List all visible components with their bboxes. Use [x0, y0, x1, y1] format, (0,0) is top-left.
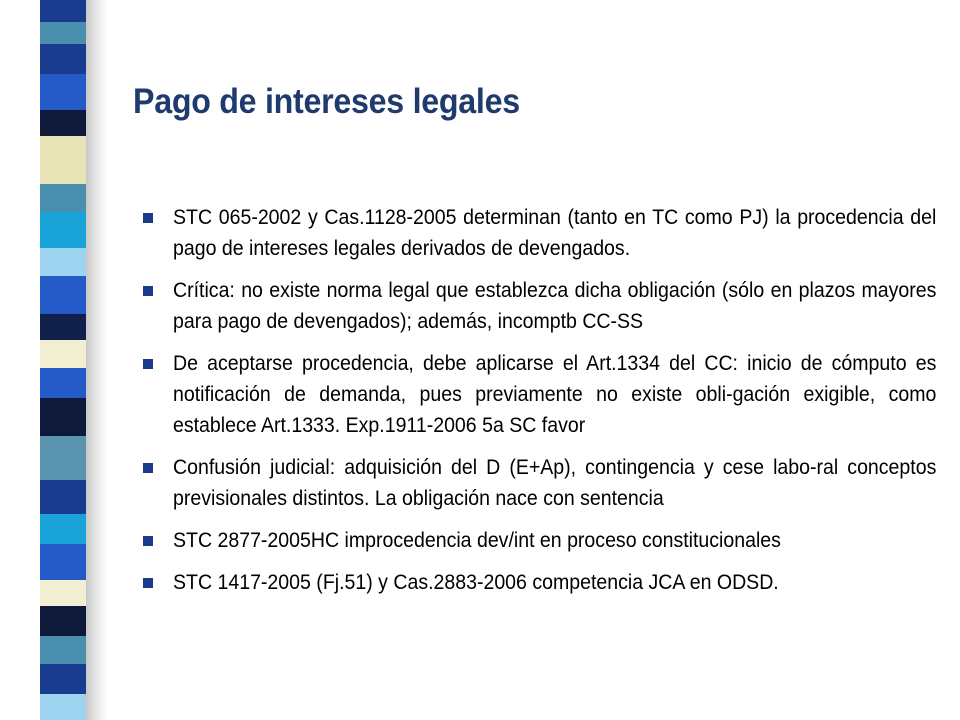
bullet-item	[143, 275, 937, 337]
bullet-text: Confusión judicial: adquisición del D (E+Ap), contingencia y cese labo-ral conceptos previsionales distintos. La obligación nace con sentencia	[173, 456, 937, 510]
strip-block	[40, 314, 86, 340]
strip-block	[40, 74, 86, 110]
bullet-item	[143, 567, 933, 598]
strip-block	[40, 544, 86, 580]
strip-block	[40, 22, 86, 44]
strip-block	[40, 368, 86, 398]
strip-block	[40, 340, 86, 368]
strip-block	[40, 0, 86, 22]
strip-block	[40, 664, 86, 694]
strip-block	[40, 580, 86, 606]
strip-block	[40, 694, 86, 720]
bullet-text: STC 2877-2005HC improcedencia dev/int en proceso constitucionales	[173, 529, 781, 552]
strip-block	[40, 248, 86, 276]
bullet-text: STC 1417-2005 (Fj.51) y Cas.2883-2006 competencia JCA en ODSD.	[173, 571, 779, 594]
square-bullet-icon	[143, 359, 153, 369]
bullet-text: Crítica: no existe norma legal que establezca dicha obligación (sólo en plazos mayores para pago de devengados); además, incomptb CC-SS	[173, 279, 937, 333]
strip-block	[40, 110, 86, 136]
square-bullet-icon	[143, 578, 153, 588]
bullet-item	[143, 348, 937, 441]
slide-title: Pago de intereses legales	[133, 82, 520, 121]
strip-block	[40, 398, 86, 436]
strip-block	[40, 184, 86, 212]
strip-block	[40, 276, 86, 314]
strip-block	[40, 136, 86, 184]
bullet-text: De aceptarse procedencia, debe aplicarse el Art.1334 del CC: inicio de cómputo es notificación de demanda, pues previamente no existe obli-gación exigible, como establece Art.1333. Exp.1911-2006 5a SC favor	[173, 352, 937, 437]
strip-block	[40, 514, 86, 544]
strip-block	[40, 44, 86, 74]
strip-block	[40, 606, 86, 636]
strip-block	[40, 436, 86, 480]
square-bullet-icon	[143, 213, 153, 223]
bullet-item	[143, 452, 937, 514]
square-bullet-icon	[143, 286, 153, 296]
bullet-item	[143, 525, 933, 556]
bullet-text: STC 065-2002 y Cas.1128-2005 determinan (tanto en TC como PJ) la procedencia del pago de intereses legales derivados de devengados.	[173, 206, 937, 260]
strip-block	[40, 212, 86, 248]
square-bullet-icon	[143, 463, 153, 473]
strip-block	[40, 636, 86, 664]
strip-block	[40, 480, 86, 514]
bullet-item	[143, 202, 937, 264]
bullet-list	[143, 202, 937, 609]
square-bullet-icon	[143, 536, 153, 546]
decorative-side-strip	[40, 0, 86, 720]
side-strip-shadow	[86, 0, 108, 720]
